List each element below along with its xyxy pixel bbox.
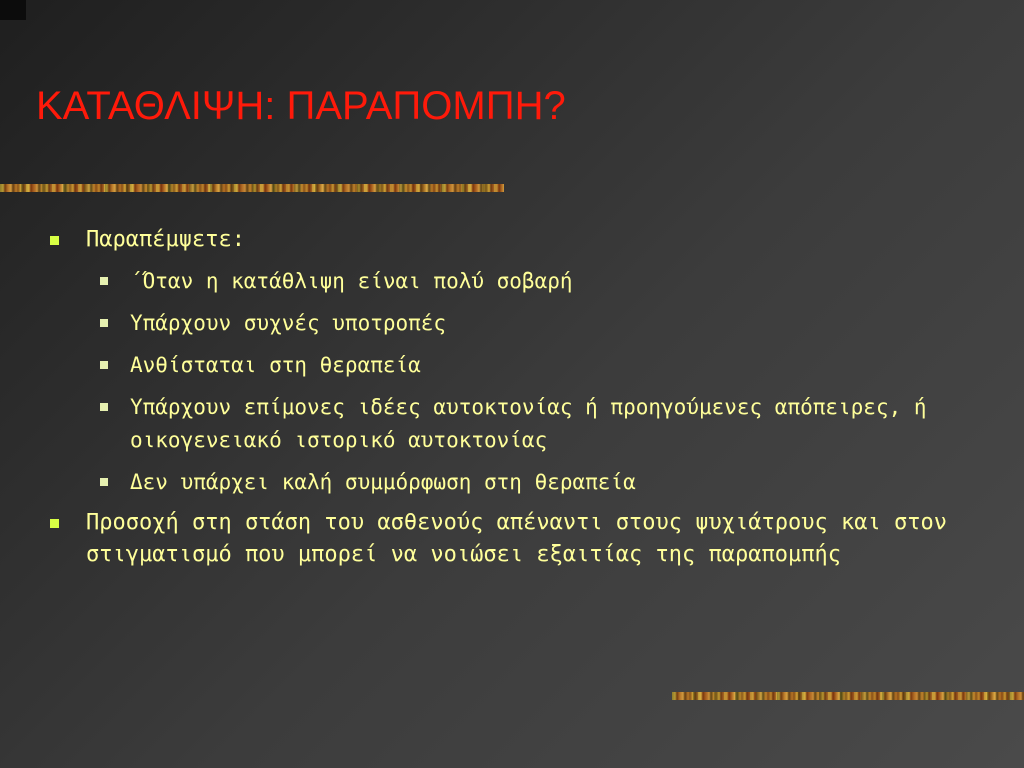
subbullet-suicidal	[46, 391, 1006, 457]
square-bullet-icon	[100, 319, 108, 327]
subbullet-severe	[46, 265, 1006, 298]
subbullet-resistant	[46, 349, 1006, 382]
square-bullet-icon	[50, 236, 59, 245]
decorative-stripe-top	[0, 184, 504, 192]
slide-body	[46, 224, 1006, 573]
bullet-text: Παραπέμψετε:	[86, 227, 245, 252]
square-bullet-icon	[100, 361, 108, 369]
corner-decoration	[0, 0, 26, 20]
subbullet-text: ΄Όταν η κατάθλιψη είναι πολύ σοβαρή	[130, 269, 573, 293]
square-bullet-icon	[100, 478, 108, 486]
subbullet-compliance	[46, 466, 1006, 499]
square-bullet-icon	[100, 403, 108, 411]
bullet-text: Προσοχή στη στάση του ασθενούς απέναντι στους ψυχιάτρους και στον στιγματισμό που μπορεί να νοιώσει εξαιτίας της παραπομπής	[86, 510, 947, 567]
subbullet-text: Δεν υπάρχει καλή συμμόρφωση στη θεραπεία	[130, 470, 636, 494]
square-bullet-icon	[100, 277, 108, 285]
decorative-stripe-bottom	[672, 692, 1024, 700]
bullet-attention	[46, 507, 1006, 571]
bullet-refer	[46, 224, 1006, 256]
subbullet-text: Υπάρχουν συχνές υποτροπές	[130, 311, 447, 335]
square-bullet-icon	[50, 519, 59, 528]
slide-title: ΚΑΤΑΘΛΙΨΗ: ΠΑΡΑΠΟΜΠΗ?	[36, 84, 566, 128]
subbullet-text: Ανθίσταται στη θεραπεία	[130, 353, 421, 377]
subbullet-relapses	[46, 307, 1006, 340]
subbullet-text: Υπάρχουν επίμονες ιδέες αυτοκτονίας ή προηγούμενες απόπειρες, ή οικογενειακό ιστορικό αυτοκτονίας	[130, 395, 927, 452]
